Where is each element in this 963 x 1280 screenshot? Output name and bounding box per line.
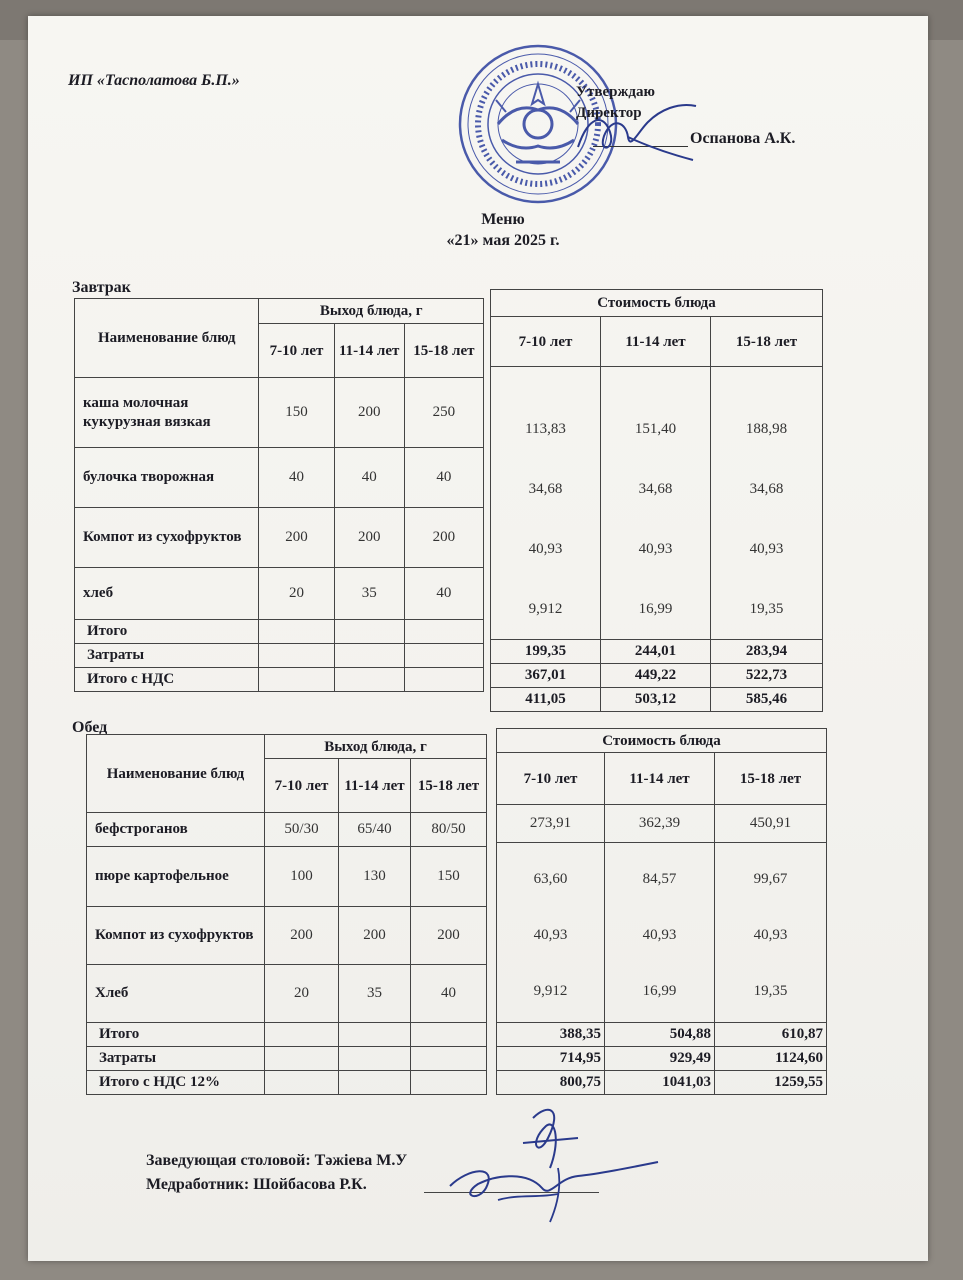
total-row: [75, 620, 484, 644]
column-header-output: Выход блюда, г: [259, 299, 484, 324]
cost-value: 362,39: [605, 805, 715, 843]
output-value: 65/40: [339, 813, 411, 847]
output-value: 35: [339, 965, 411, 1023]
cost-value: 40,93: [638, 541, 673, 557]
column-header-output: Выход блюда, г: [265, 735, 487, 759]
cost-value: 16,99: [642, 983, 677, 999]
age-group-header: 7-10 лет: [497, 753, 605, 805]
output-value: 200: [404, 508, 483, 568]
table-row: [75, 508, 484, 568]
table-row: [75, 378, 484, 448]
total-value: 503,12: [601, 688, 711, 712]
output-value: 40: [259, 448, 334, 508]
cost-value: 34,68: [528, 481, 563, 497]
cost-value: 9,912: [533, 983, 568, 999]
age-group-header: 11-14 лет: [601, 317, 711, 367]
dish-name: бефстроганов: [87, 813, 265, 847]
cost-value: 16,99: [638, 601, 673, 617]
output-value: 200: [265, 907, 339, 965]
cost-value: 40,93: [753, 927, 788, 943]
cost-column: [715, 843, 827, 1023]
total-value: 388,35: [497, 1023, 605, 1047]
cost-value: 40,93: [642, 927, 677, 943]
total-label: Итого с НДС 12%: [87, 1071, 265, 1095]
cost-value: 40,93: [533, 927, 568, 943]
age-group-header: 15-18 лет: [411, 759, 487, 813]
cost-value: 273,91: [497, 805, 605, 843]
table-row: [87, 965, 487, 1023]
total-value: 449,22: [601, 664, 711, 688]
cost-column: [711, 367, 823, 640]
cost-value: 40,93: [528, 541, 563, 557]
canteen-head: Заведующая столовой: Тәжіева М.У: [146, 1152, 408, 1169]
breakfast-cost-table: [490, 289, 823, 712]
cost-value: 84,57: [642, 871, 677, 887]
cost-column: [601, 367, 711, 640]
entrepreneur-name: ИП «Тасполатова Б.П.»: [68, 72, 240, 89]
menu-date: «21» мая 2025 г.: [446, 232, 560, 249]
total-value: 929,49: [605, 1047, 715, 1071]
output-value: 80/50: [411, 813, 487, 847]
total-row: [75, 644, 484, 668]
document-page: [28, 16, 928, 1261]
total-row: [491, 640, 823, 664]
table-row: [87, 847, 487, 907]
output-value: 100: [265, 847, 339, 907]
output-value: 50/30: [265, 813, 339, 847]
age-group-header: 11-14 лет: [605, 753, 715, 805]
footer-signatures-icon: [438, 1098, 668, 1228]
age-group-header: 15-18 лет: [711, 317, 823, 367]
output-value: 130: [339, 847, 411, 907]
medical-worker: Медработник: Шойбасова Р.К.: [146, 1176, 367, 1193]
output-value: 200: [339, 907, 411, 965]
age-group-header: 11-14 лет: [339, 759, 411, 813]
dish-name: Компот из сухофруктов: [87, 907, 265, 965]
director-signature-icon: [568, 92, 708, 167]
total-value: 800,75: [497, 1071, 605, 1095]
total-value: 504,88: [605, 1023, 715, 1047]
dish-name: булочка творожная: [75, 448, 259, 508]
column-header-cost: Стоимость блюда: [491, 290, 823, 317]
age-group-header: 7-10 лет: [259, 324, 334, 378]
table-row: [87, 907, 487, 965]
table-row: [75, 568, 484, 620]
output-value: 20: [265, 965, 339, 1023]
total-label: Итого: [75, 620, 259, 644]
output-value: 150: [259, 378, 334, 448]
total-label: Затраты: [87, 1047, 265, 1071]
dish-name: пюре картофельное: [87, 847, 265, 907]
cost-value: 450,91: [715, 805, 827, 843]
lunch-cost-table: [496, 728, 827, 1095]
total-row: [87, 1047, 487, 1071]
total-value: 283,94: [711, 640, 823, 664]
age-group-header: 11-14 лет: [334, 324, 404, 378]
total-value: 367,01: [491, 664, 601, 688]
total-label: Затраты: [75, 644, 259, 668]
total-row: [87, 1071, 487, 1095]
table-row: [75, 448, 484, 508]
output-value: 200: [334, 378, 404, 448]
column-header-cost: Стоимость блюда: [497, 729, 827, 753]
total-value: 199,35: [491, 640, 601, 664]
output-value: 40: [404, 448, 483, 508]
total-label: Итого с НДС: [75, 668, 259, 692]
total-value: 244,01: [601, 640, 711, 664]
total-value: 1041,03: [605, 1071, 715, 1095]
output-value: 35: [334, 568, 404, 620]
output-value: 40: [334, 448, 404, 508]
total-row: [497, 1047, 827, 1071]
cost-value: 9,912: [528, 601, 563, 617]
column-header-dish-name: Наименование блюд: [87, 735, 265, 813]
total-label: Итого: [87, 1023, 265, 1047]
director-title: Директор: [576, 105, 642, 121]
cost-value: 40,93: [749, 541, 784, 557]
cost-column: [491, 367, 601, 640]
column-header-dish-name: Наименование блюд: [75, 299, 259, 378]
cost-body-row: [497, 843, 827, 1023]
cost-value: 151,40: [634, 421, 677, 437]
total-row: [497, 1023, 827, 1047]
director-name: Оспанова А.К.: [690, 130, 796, 147]
total-row: [75, 668, 484, 692]
lunch-output-table: [86, 734, 487, 1095]
output-value: 20: [259, 568, 334, 620]
total-value: 610,87: [715, 1023, 827, 1047]
cost-value: 34,68: [749, 481, 784, 497]
total-value: 411,05: [491, 688, 601, 712]
total-row: [87, 1023, 487, 1047]
cost-value: 19,35: [749, 601, 784, 617]
breakfast-section-label: Завтрак: [72, 279, 131, 296]
output-value: 200: [259, 508, 334, 568]
output-value: 200: [334, 508, 404, 568]
age-group-header: 7-10 лет: [265, 759, 339, 813]
cost-value: 63,60: [533, 871, 568, 887]
total-row: [491, 664, 823, 688]
dish-name: Компот из сухофруктов: [75, 508, 259, 568]
cost-value: 34,68: [638, 481, 673, 497]
cost-value: 99,67: [753, 871, 788, 887]
output-value: 200: [411, 907, 487, 965]
dish-name: хлеб: [75, 568, 259, 620]
menu-heading: [378, 209, 628, 251]
dish-name: Хлеб: [87, 965, 265, 1023]
approval-label: Утверждаю: [576, 84, 655, 100]
total-value: 714,95: [497, 1047, 605, 1071]
cost-column: [605, 843, 715, 1023]
age-group-header: 15-18 лет: [715, 753, 827, 805]
cost-value: 19,35: [753, 983, 788, 999]
total-row: [491, 688, 823, 712]
total-row: [497, 1071, 827, 1095]
table-row: [87, 813, 487, 847]
lunch-section-label: Обед: [72, 719, 108, 736]
age-group-header: 7-10 лет: [491, 317, 601, 367]
age-group-header: 15-18 лет: [404, 324, 483, 378]
table-row: [497, 805, 827, 843]
cost-value: 188,98: [745, 421, 788, 437]
total-value: 1124,60: [715, 1047, 827, 1071]
cost-body-row: [491, 367, 823, 640]
output-value: 40: [404, 568, 483, 620]
total-value: 1259,55: [715, 1071, 827, 1095]
output-value: 150: [411, 847, 487, 907]
output-value: 40: [411, 965, 487, 1023]
output-value: 250: [404, 378, 483, 448]
dish-name: каша молочная кукурузная вязкая: [75, 378, 259, 448]
cost-value: 113,83: [525, 421, 566, 437]
breakfast-output-table: [74, 298, 484, 692]
total-value: 585,46: [711, 688, 823, 712]
total-value: 522,73: [711, 664, 823, 688]
menu-title: Меню: [481, 211, 525, 228]
cost-column: [497, 843, 605, 1023]
